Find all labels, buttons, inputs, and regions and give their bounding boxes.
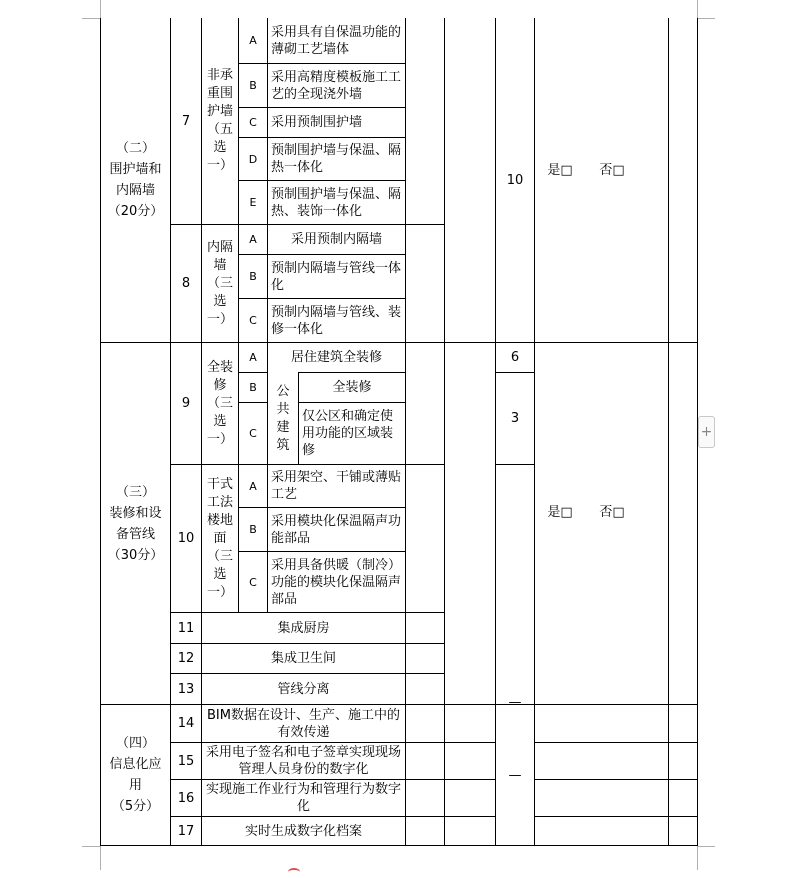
- option-text: 采用预制内隔墙: [290, 232, 382, 247]
- option-text: 预制围护墙与保温、隔热、装饰一体化: [271, 186, 402, 219]
- option-text: BIM数据在设计、生产、施工中的有效传递: [207, 707, 400, 740]
- option-letter: E: [249, 196, 257, 209]
- option-letter: A: [249, 34, 257, 47]
- option-text: 全装修: [332, 380, 372, 395]
- option-text: 采用高精度模板施工工艺的全现浇外墙: [271, 69, 402, 102]
- option-text: 集成厨房: [277, 620, 330, 636]
- option-letter: A: [249, 351, 257, 364]
- option-text: 采用预制围护墙: [271, 115, 363, 130]
- option-text: 采用具备供暖（制冷）功能的模块化保温隔声部品: [271, 557, 402, 607]
- score-value: —: [508, 767, 522, 783]
- option-text: 实现施工作业行为和管理行为数字化: [205, 782, 401, 814]
- section-label: （三） 装修和设 备管线 （30分）: [107, 484, 164, 563]
- score-value: 10: [506, 172, 524, 188]
- item-number: 16: [177, 790, 195, 806]
- section-label: （四） 信息化应 用 （5分）: [109, 736, 162, 814]
- group-label: 全装 修 （三 选 一）: [206, 359, 233, 447]
- option-text: 采用具有自保温功能的薄砌工艺墙体: [271, 24, 402, 57]
- option-text: 居住建筑全装修: [290, 350, 382, 365]
- group-label: 非承 重围 护墙 （五 选 一）: [206, 68, 233, 173]
- option-letter: B: [249, 381, 257, 394]
- option-text: 仅公区和确定使用功能的区域装修: [302, 409, 394, 458]
- option-text: 采用模块化保温隔声功能部品: [271, 513, 402, 546]
- option-letter: C: [249, 427, 257, 440]
- group-label: 内隔 墙 （三 选 一）: [206, 239, 233, 327]
- item-number: 14: [177, 716, 195, 731]
- item-number: 7: [181, 113, 191, 129]
- option-text: 采用电子签名和电子签章实现现场管理人员身份的数字化: [205, 745, 401, 777]
- item-number: 8: [181, 276, 191, 291]
- item-number: 12: [177, 651, 195, 666]
- option-letter: C: [249, 575, 257, 589]
- yes-checkbox[interactable]: 是□: [547, 504, 573, 520]
- item-number: 15: [177, 753, 195, 769]
- option-letter: B: [249, 270, 257, 283]
- score-value: —: [508, 695, 522, 710]
- option-text: 采用架空、干铺或薄贴工艺: [271, 470, 402, 502]
- option-letter: C: [249, 116, 257, 129]
- option-letter: D: [248, 152, 258, 166]
- item-number: 11: [177, 620, 195, 636]
- score-value: 3: [510, 411, 520, 426]
- item-number: 9: [181, 396, 191, 411]
- option-text: 实时生成数字化档案: [244, 823, 362, 839]
- item-number: 17: [177, 823, 195, 839]
- option-text: 预制围护墙与保温、隔热一体化: [271, 143, 402, 175]
- public-building-label: 公 共 建 筑: [276, 383, 290, 453]
- option-letter: C: [249, 314, 257, 327]
- ink-mark: [288, 868, 300, 876]
- score-value: 6: [510, 350, 520, 365]
- option-text: 管线分离: [277, 681, 330, 697]
- option-letter: B: [249, 523, 257, 536]
- option-text: 预制内隔墙与管线一体化: [271, 260, 402, 293]
- no-checkbox[interactable]: 否□: [599, 504, 625, 520]
- option-text: 预制内隔墙与管线、装修一体化: [271, 304, 402, 337]
- option-text: 集成卫生间: [270, 651, 336, 666]
- add-row-button[interactable]: +: [698, 416, 715, 448]
- group-label: 干式 工法 楼地 面 （三 选 一）: [206, 476, 233, 600]
- item-number: 10: [177, 531, 195, 546]
- option-letter: A: [249, 233, 257, 246]
- no-checkbox[interactable]: 否□: [599, 162, 625, 178]
- option-letter: A: [249, 479, 257, 493]
- item-number: 13: [177, 681, 195, 697]
- section-label: （二） 围护墙和 内隔墙 （20分）: [107, 141, 164, 219]
- option-letter: B: [249, 79, 257, 92]
- yes-checkbox[interactable]: 是□: [547, 162, 573, 178]
